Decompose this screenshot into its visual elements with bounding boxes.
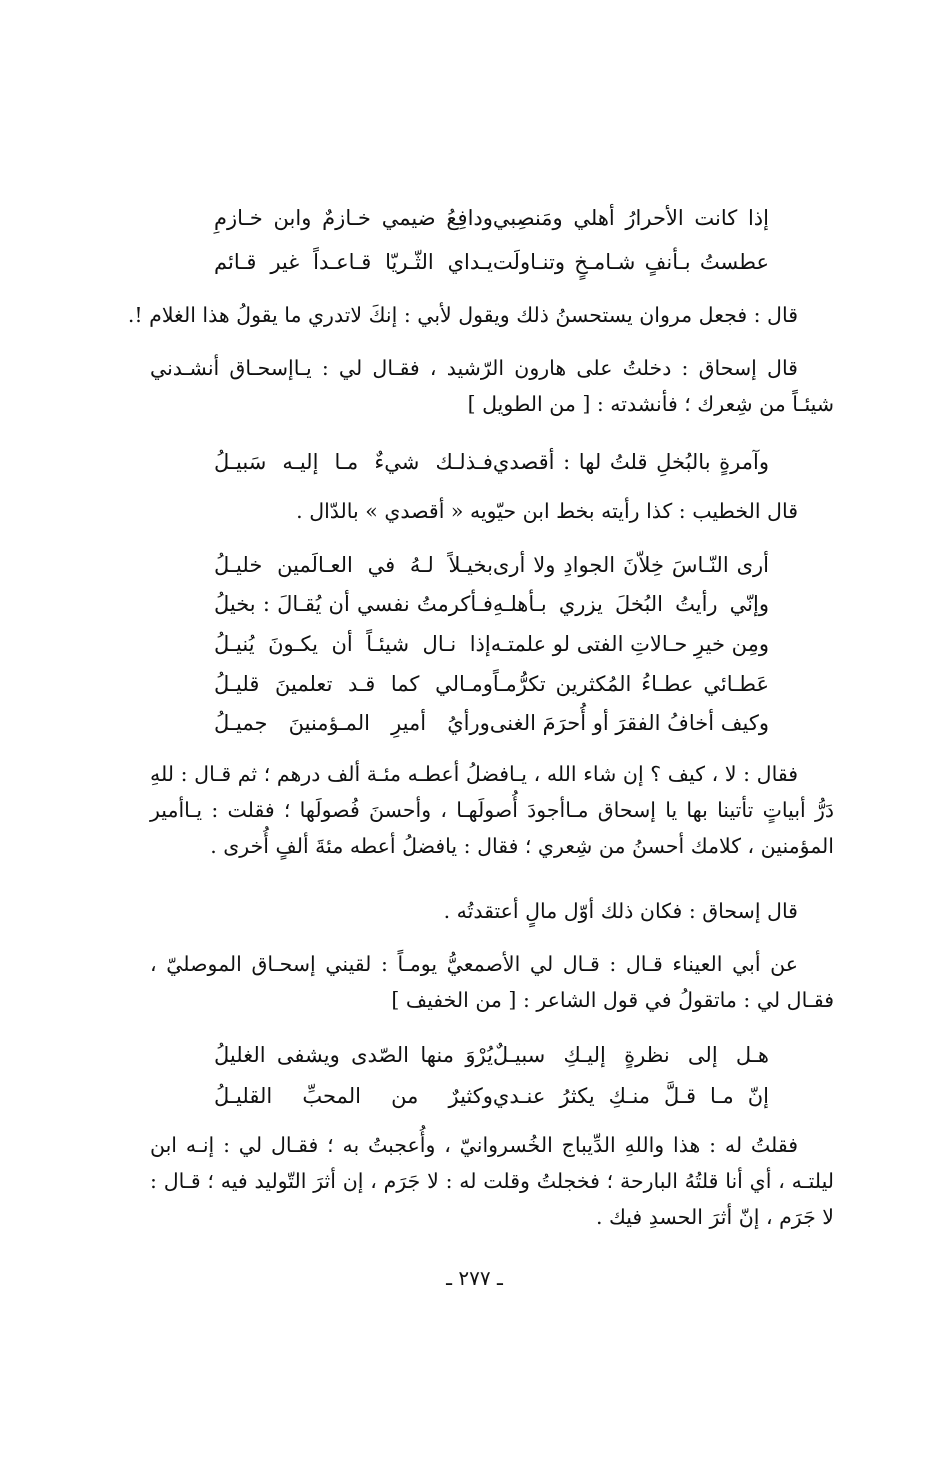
verse-line [214, 242, 769, 282]
prose-paragraph: فقلتُ له : هذا واللهِ الدِّيباج الخُسروانيّ ، وأُعجبتُ به ؛ فقـال لي : إنـه ابن ليلتـه ، أي أنا قلتُهُ البارحة ؛ فخجلتُ وقلت له : لا جَرَم ، إن أثرَ التّوليد فيه ؛ قـال : لا جَرَم ، إنّ أثرَ الحسدِ فيك . [150, 1133, 834, 1229]
verse-line [214, 442, 769, 482]
verse-line [214, 664, 769, 704]
page-number: ـ ٢٧٧ ـ [446, 1266, 503, 1290]
verse-first-hemistich: وكيف أخافُ الفقرَ أو أُحرَمَ الغنى [489, 711, 769, 735]
verse-second-hemistich: يـداي الثّـريّا قـاعـداً غير قـائم [214, 250, 493, 274]
verse-first-hemistich: وآمرةٍ بالبُخلِ قلتُ لها : أقصدي [492, 450, 769, 474]
verse-line [214, 198, 769, 238]
verse-second-hemistich: ورأيُ أميرِ المـؤمنينَ جميـلُ [214, 711, 490, 735]
verse-first-hemistich: إذا كانت الأحرارُ أهلي ومَنصِبي [492, 206, 769, 230]
prose-paragraph: قال إسحاق : دخلتُ على هارون الرّشيد ، فقـال لي : يـاإسحـاق أنشـدني شيئـاً من شِعرك ؛ فأنشدته : [ من الطويل ] [150, 356, 834, 416]
verse-line [214, 1076, 769, 1116]
verse-second-hemistich: يُرْوَ منها الصّدى ويشفى الغليلُ [214, 1043, 493, 1067]
verse-line [214, 703, 769, 743]
prose-paragraph: قال إسحاق : فكان ذلك أوّل مالٍ أعتقدتُه . [443, 899, 798, 923]
verse-first-hemistich: هـل إلى نظرةٍ إليـكِ سبيـلٌ [492, 1043, 769, 1067]
verse-second-hemistich: فـأكرمتُ نفسي أن يُقـالَ : بخيلُ [214, 592, 493, 616]
verse-first-hemistich: ومِن خيرِ حـالاتِ الفتى لو علمتـه [490, 632, 769, 656]
verse-line [214, 624, 769, 664]
verse-line [214, 545, 769, 585]
verse-second-hemistich: بخيـلاً لـهُ في العـالَمين خليـلُ [214, 553, 493, 577]
verse-line [214, 584, 769, 624]
verse-first-hemistich: أرى النّـاسَ خِلاّنَ الجوادِ ولا أرى [492, 553, 769, 577]
verse-first-hemistich: إنّ مـا قـلَّ منـكِ يكثرُ عنـدي [492, 1084, 769, 1108]
prose-paragraph: قال : فجعل مروان يستحسنُ ذلك ويقول لأبي : إنكَ لاتدري ما يقولُ هذا الغلام !. [127, 303, 798, 327]
verse-second-hemistich: ودافِعُ ضيمي خـازمٌ وابن خـازمِ [214, 206, 493, 230]
verse-first-hemistich: عَطـائي عطـاءُ المُكثرين تكرُّمـاً [492, 672, 769, 696]
verse-second-hemistich: وكثيرٌ من المحبِّ القليـلُ [214, 1084, 493, 1108]
prose-paragraph: قال الخطيب : كذا رأيته بخط ابن حيّويه « أقصدي » بالدّال . [296, 499, 798, 523]
verse-second-hemistich: ومـالي كما قـد تعلمينَ قليـلُ [214, 672, 493, 696]
verse-second-hemistich: إذا نـال شيئـاً أن يكـونَ يُنيـلُ [214, 632, 491, 656]
verse-second-hemistich: فـذلـك شيءٌ مـا إليـه سَبيـلُ [214, 450, 493, 474]
prose-paragraph: عن أبي العيناء قـال : قـال لي الأصمعيُّ يومـاً : لقيني إسحـاق الموصليّ ، فقـال لي : ماتقولُ في قول الشاعر : [ من الخفيف ] [150, 952, 834, 1012]
prose-paragraph: فقال : لا ، كيف ؟ إن شاء الله ، يـافضلُ أعطـه مئـة ألف درهم ؛ ثم قـال : للهِ دَرُّ أبياتٍ تأتينا بها يا إسحاق مـاأجودَ أُصولَهـا ، وأحسنَ فُصولَها ؛ فقلت : يـاأمير المؤمنين ، كلامك أحسنُ من شِعري ؛ فقال : يافضلُ أعطه مئةَ ألفٍ أُخرى . [150, 762, 834, 858]
verse-first-hemistich: عطستُ بـأنفٍ شـامـخٍ وتنـاولَت [492, 250, 769, 274]
verse-line [214, 1035, 769, 1075]
verse-first-hemistich: وإنّي رأيتُ البُخلَ يزري بـأهلـهِ [492, 592, 769, 616]
